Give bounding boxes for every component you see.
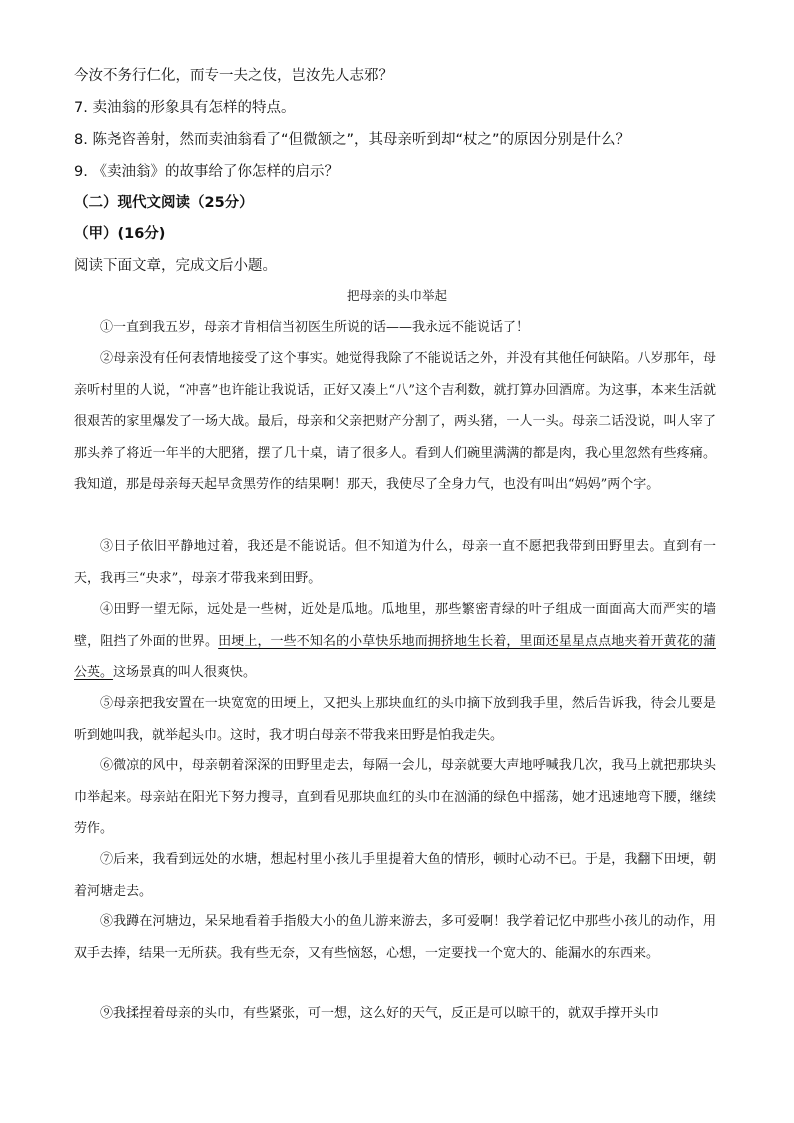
paragraph-2 — [74, 343, 716, 501]
paragraph-5 — [74, 688, 716, 751]
paragraph-text: 后来，我看到远处的水塘，想起村里小孩儿手里提着大鱼的情形，顿时心动不已。于是，我翻下田埂，朝着河塘走去。 — [74, 852, 716, 899]
paragraph-text: 母亲把我安置在一块宽宽的田埂上，又把头上那块血红的头巾摘下放到我手里，然后告诉我，待会儿要是听到她叫我，就举起头巾。这时，我才明白母亲不带我来田野是怕我走失。 — [74, 696, 716, 743]
paragraph-text: 田野一望无际，远处是一些树，近处是瓜地。瓜地里，那些繁密青绿的叶子组成一面面高大而严实的墙壁，阻挡了外面的世界。 — [74, 602, 716, 649]
paragraph-1 — [74, 312, 716, 344]
paragraph-number: ⑥ — [100, 758, 114, 773]
paragraph-number: ③ — [100, 539, 114, 554]
paragraph-number: ⑤ — [100, 696, 114, 711]
question-9: 9. 《卖油翁》的故事给了你怎样的启示？ — [74, 164, 339, 180]
paragraph-text: 我揉捏着母亲的头巾，有些紧张，可一想，这么好的天气，反正是可以晾干的，就双手撑开头巾 — [113, 1006, 660, 1021]
subsection-heading: （甲）(16分) — [74, 226, 166, 242]
paragraph-number: ⑧ — [100, 914, 114, 929]
paragraph-number: ② — [100, 351, 114, 366]
question-text-line: 今汝不务行仁化，而专一夫之伎，岂汝先人志邪？ — [74, 68, 393, 84]
question-8: 8. 陈尧咨善射，然而卖油翁看了“但微颔之”，其母亲听到却“杖之”的原因分别是什么？ — [74, 132, 630, 148]
paragraph-text: 母亲没有任何表情地接受了这个事实。她觉得我除了不能说话之外，并没有其他任何缺陷。八岁那年，母亲听村里的人说，“冲喜”也许能让我说话，正好又凑上“八”这个吉利数，就打算办回酒席。为这事，本来生活就很艰苦的家里爆发了一场大战。最后，母亲和父亲把财产分割了，两头猪，一人一头。母亲二话没说，叫人宰了那头养了将近一年半的大肥猪，摆了几十桌，请了很多人。看到人们碗里满满的都是肉，我心里忽然有些疼痛。我知道，那是母亲每天起早贪黑劳作的结果啊！那天，我使尽了全身力气，也没有叫出“妈妈”两个字。 — [74, 351, 716, 492]
paragraph-text: 日子依旧平静地过着，我还是不能说话。但不知道为什么，母亲一直不愿把我带到田野里去。直到有一天，我再三“央求”，母亲才带我来到田野。 — [74, 539, 716, 586]
paragraph-text: 微凉的风中，母亲朝着深深的田野里走去，每隔一会儿，母亲就要大声地呼喊我几次，我马上就把那块头巾举起来。母亲站在阳光下努力搜寻，直到看见那块血红的头巾在汹涌的绿色中摇荡，她才迅速地弯下腰，继续劳作。 — [74, 758, 716, 836]
paragraph-number: ⑨ — [100, 1006, 114, 1021]
paragraph-7 — [74, 844, 716, 907]
paragraph-text: 我蹲在河塘边，呆呆地看着手指般大小的鱼儿游来游去，多可爱啊！我学着记忆中那些小孩儿的动作，用双手去捧，结果一无所获。我有些无奈，又有些恼怒，心想，一定要找一个宽大的、能漏水的东西来。 — [74, 914, 716, 961]
paragraph-number: ④ — [100, 602, 114, 617]
paragraph-9 — [74, 998, 716, 1030]
paragraph-4 — [74, 594, 716, 689]
article-title: 把母亲的头巾举起 — [346, 288, 447, 303]
reading-instruction: 阅读下面文章，完成文后小题。 — [74, 258, 277, 274]
question-7: 7. 卖油翁的形象具有怎样的特点。 — [74, 100, 296, 116]
underlined-sentence: 田埂上，一些不知名的小草快乐地而拥挤地生长着，里面还星星点点地夹着开黄花的蒲公英。 — [74, 633, 716, 680]
section-heading: （二）现代文阅读（25分） — [74, 195, 254, 211]
paragraph-number: ⑦ — [100, 852, 114, 867]
paragraph-3 — [74, 531, 716, 594]
paragraph-text: 这场景真的叫人很爽快。 — [113, 665, 257, 680]
paragraph-6 — [74, 750, 716, 845]
paragraph-text: 一直到我五岁，母亲才肯相信当初医生所说的话——我永远不能说话了！ — [113, 320, 530, 335]
paragraph-8 — [74, 906, 716, 969]
paragraph-number: ① — [100, 320, 114, 335]
